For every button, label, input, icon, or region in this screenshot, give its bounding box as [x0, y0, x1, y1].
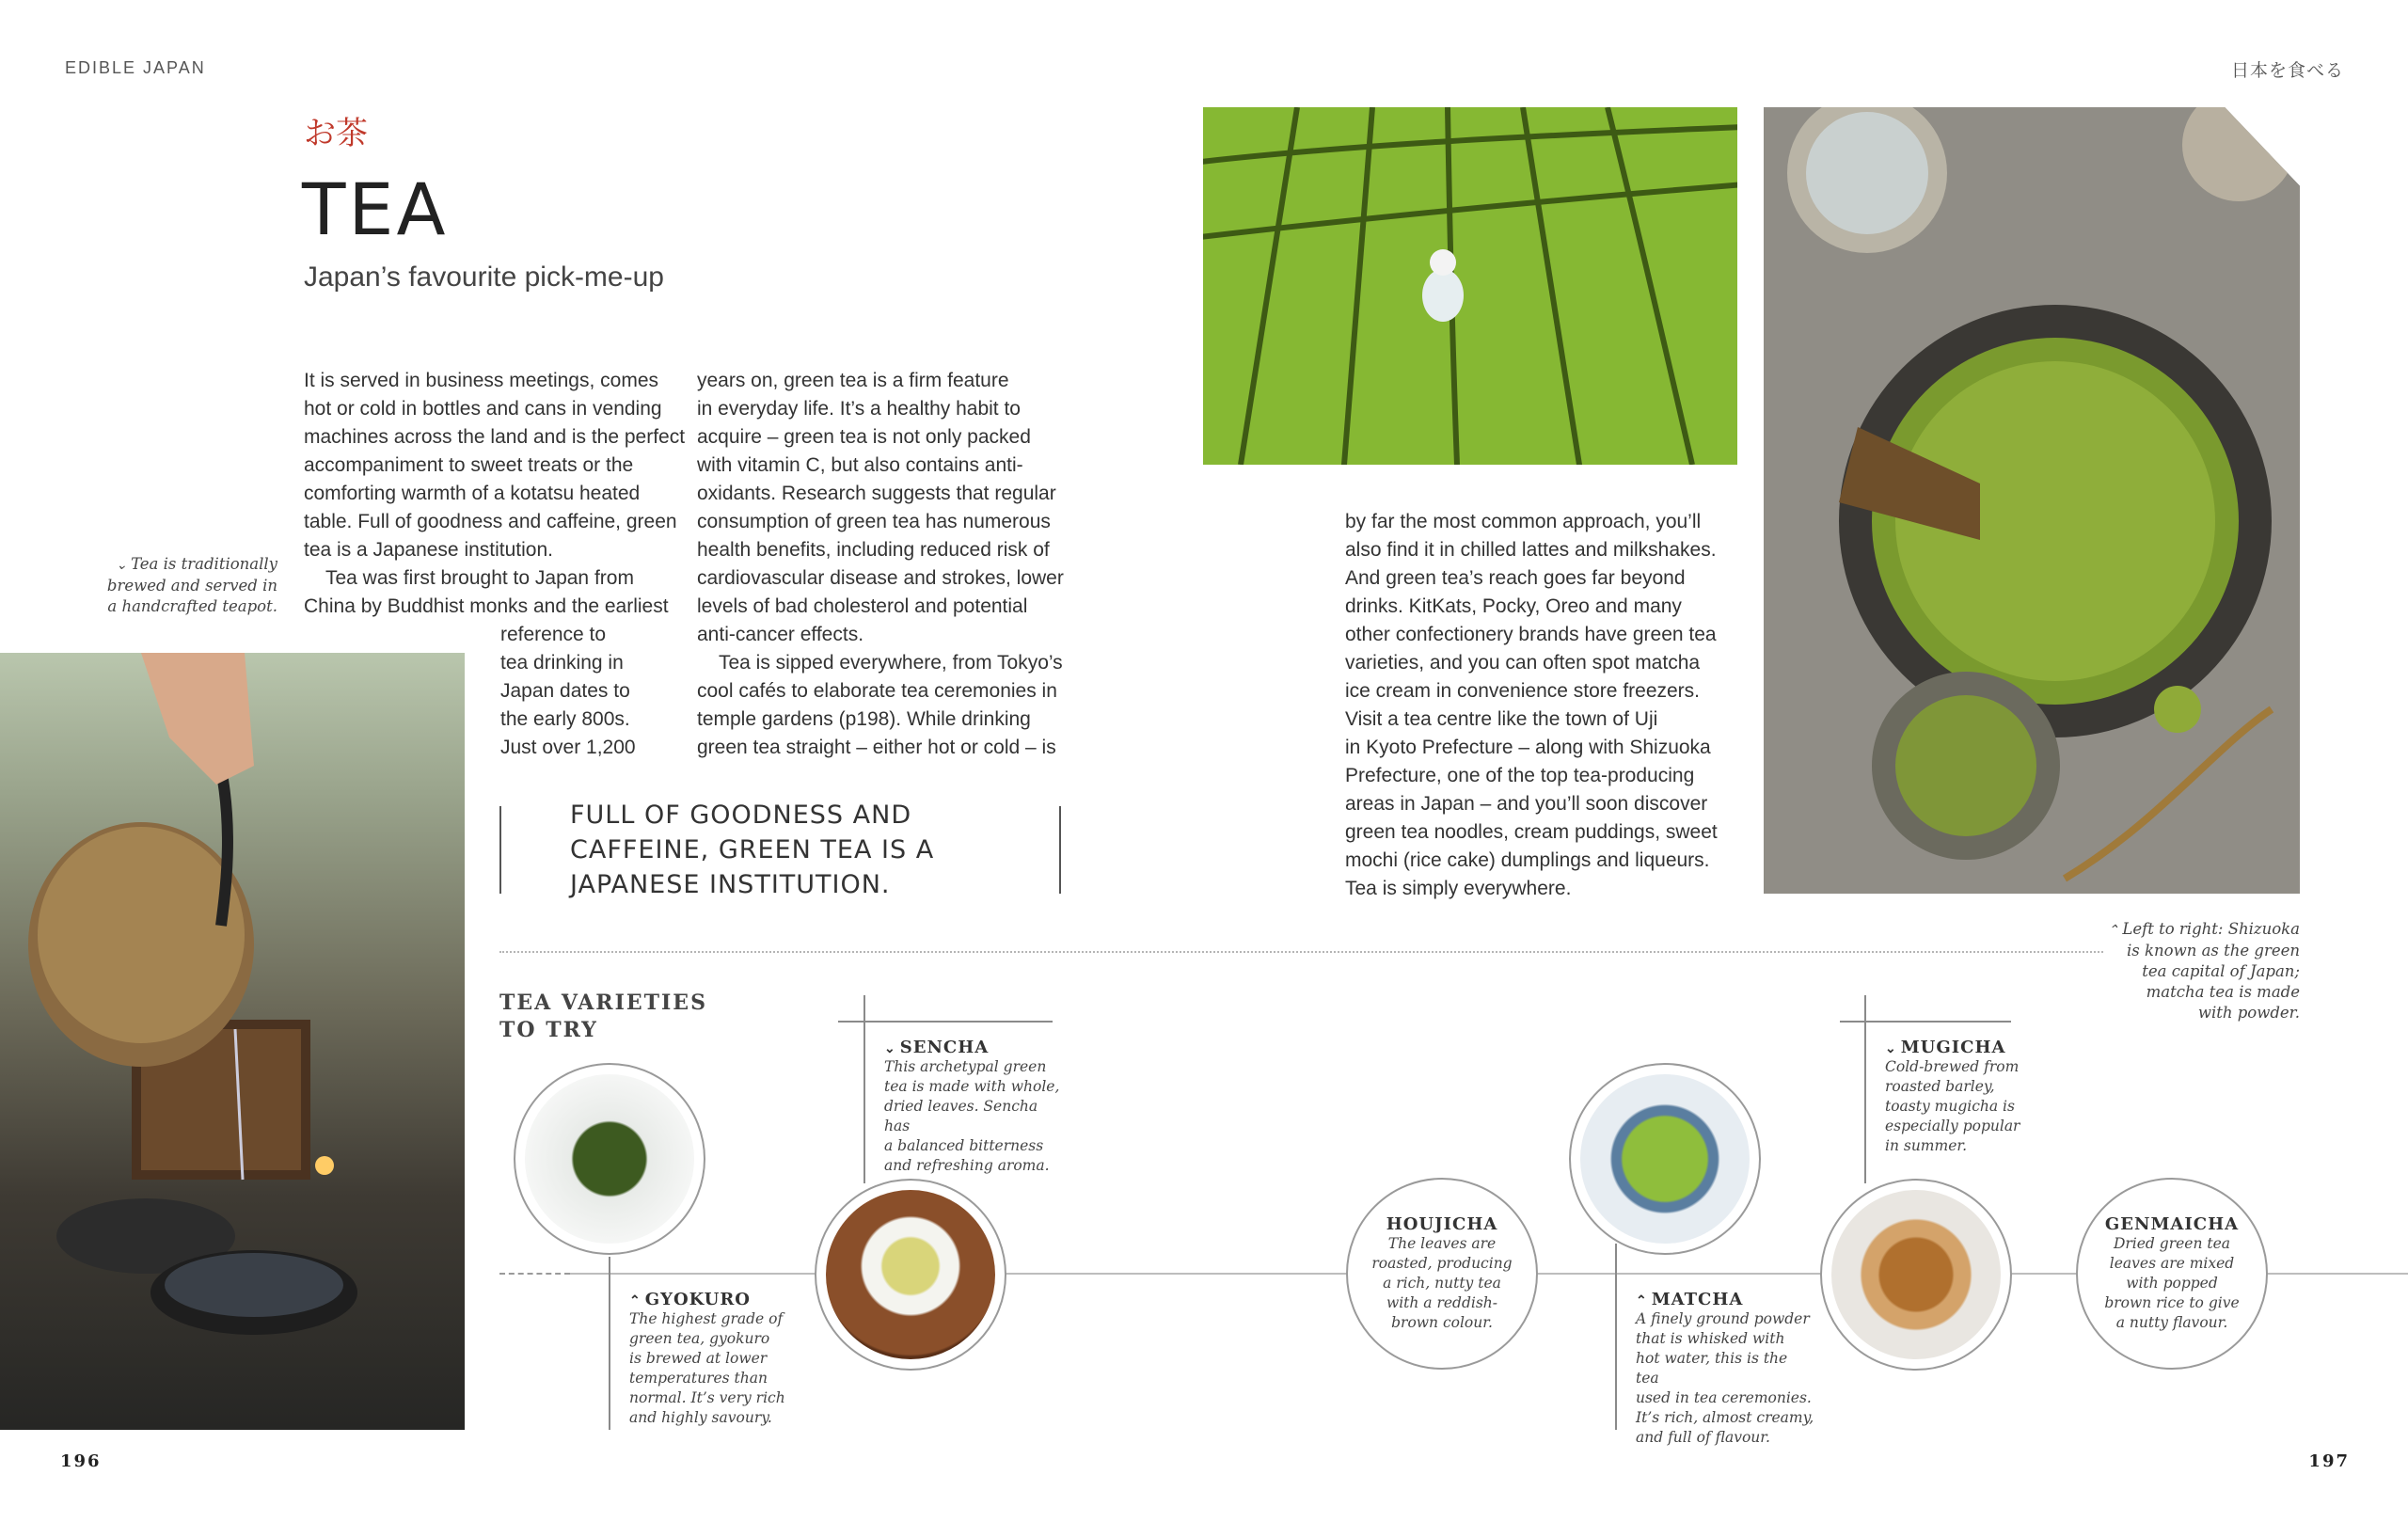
- pull-quote-rule-left: [499, 806, 501, 894]
- sencha-connector: [863, 995, 865, 1183]
- chevron-down-icon: ⌄: [116, 558, 128, 573]
- body-line: in everyday life. It’s a healthy habit to: [697, 398, 1021, 420]
- sencha-connector-top: [838, 1021, 1053, 1023]
- body-line: green tea noodles, cream puddings, sweet: [1345, 821, 1718, 843]
- matcha-photo: [1764, 107, 2300, 894]
- body-line: Prefecture, one of the top tea-producing: [1345, 765, 1695, 786]
- body-line: with vitamin C, but also contains anti-: [697, 454, 1023, 476]
- body-column-2: [697, 367, 1073, 762]
- body-line: mochi (rice cake) dumplings and liqueurs.: [1345, 849, 1710, 871]
- running-head-right: 日本を食べる: [2230, 60, 2344, 81]
- chevron-down-icon: ⌄: [884, 1041, 896, 1056]
- body-line: machines across the land and is the perfect: [304, 426, 686, 448]
- tea-varieties-heading: TEA VARIETIES TO TRY: [499, 991, 707, 1042]
- body-line: drinks. KitKats, Pocky, Oreo and many: [1345, 595, 1682, 617]
- sencha-image-circle: [815, 1179, 1006, 1371]
- mugicha-label: ⌄ MUGICHA Cold-brewed from roasted barley, toasty mugicha is especially popular in summer.: [1885, 1038, 2020, 1154]
- body-line: acquire – green tea is not only packed: [697, 426, 1031, 448]
- running-head-left: EDIBLE JAPAN: [65, 58, 206, 77]
- body-line: China by Buddhist monks and the earliest: [304, 595, 669, 617]
- matcha-connector: [1615, 1244, 1617, 1430]
- body-line: Tea is sipped everywhere, from Tokyo’s: [697, 652, 1063, 674]
- body-line: ice cream in convenience store freezers.: [1345, 680, 1701, 702]
- body-line: Tea is simply everywhere.: [1345, 878, 1572, 899]
- body-line: also find it in chilled lattes and milkshakes.: [1345, 539, 1717, 561]
- body-line: hot or cold in bottles and cans in vending: [304, 398, 662, 420]
- mugicha-connector: [1864, 995, 1866, 1183]
- matcha-label: ⌃ MATCHA A finely ground powder that is whisked with hot water, this is the tea used in tea ceremonies. It’s rich, almost creamy, and full of flavour.: [1636, 1290, 1814, 1446]
- body-line: green tea straight – either hot or cold – is: [697, 737, 1056, 758]
- gyokuro-image-circle: [514, 1063, 705, 1255]
- body-line: health benefits, including reduced risk of: [697, 539, 1050, 561]
- body-line: accompaniment to sweet treats or the: [304, 454, 634, 476]
- page-subtitle: Japan’s favourite pick-me-up: [304, 262, 664, 293]
- body-line: tea is a Japanese institution.: [304, 539, 554, 561]
- body-line: in Kyoto Prefecture – along with Shizuoka: [1345, 737, 1711, 758]
- chevron-up-icon: ⌃: [2107, 923, 2119, 938]
- houjicha-circle: HOUJICHA The leaves are roasted, producing a rich, nutty tea with a reddish- brown colour.: [1346, 1178, 1538, 1370]
- pull-quote-rule-right: [1059, 806, 1061, 894]
- body-line: tea drinking in: [500, 652, 624, 674]
- chevron-up-icon: ⌃: [1636, 1293, 1648, 1308]
- page-title: TEA: [302, 167, 449, 251]
- body-line: temple gardens (p198). While drinking: [697, 708, 1031, 730]
- sencha-label: ⌄ SENCHA This archetypal green tea is made with whole, dried leaves. Sencha has a balanced bitterness and refreshing aroma.: [884, 1038, 1060, 1174]
- body-line: anti-cancer effects.: [697, 624, 864, 645]
- body-line: Visit a tea centre like the town of Uji: [1345, 708, 1658, 730]
- body-line: And green tea’s reach goes far beyond: [1345, 567, 1686, 589]
- body-line: Japan dates to: [500, 680, 630, 702]
- body-line: Tea was first brought to Japan from: [304, 567, 634, 589]
- chevron-up-icon: ⌃: [629, 1293, 642, 1308]
- body-line: consumption of green tea has numerous: [697, 511, 1051, 532]
- body-line: oxidants. Research suggests that regular: [697, 483, 1056, 504]
- page-number-right: 197: [2308, 1451, 2350, 1471]
- body-line: areas in Japan – and you’ll soon discover: [1345, 793, 1708, 815]
- body-line: Just over 1,200: [500, 737, 636, 758]
- body-line: cool cafés to elaborate tea ceremonies in: [697, 680, 1057, 702]
- body-line: cardiovascular disease and strokes, lower: [697, 567, 1064, 589]
- mugicha-image-circle: [1820, 1179, 2012, 1371]
- body-line: by far the most common approach, you’ll: [1345, 511, 1702, 532]
- teapot-photo: [0, 653, 465, 1430]
- body-line: years on, green tea is a firm feature: [697, 370, 1009, 391]
- matcha-image-circle: [1569, 1063, 1761, 1255]
- teapot-caption: ⌄ Tea is traditionally brewed and served in a handcrafted teapot.: [106, 555, 277, 615]
- body-column-1-continued: [500, 621, 660, 762]
- body-line: It is served in business meetings, comes: [304, 370, 658, 391]
- body-column-3: [1345, 508, 1731, 903]
- body-line: comforting warmth of a kotatsu heated: [304, 483, 641, 504]
- body-line: varieties, and you can often spot matcha: [1345, 652, 1701, 674]
- japanese-title: お茶: [304, 115, 368, 152]
- gyokuro-connector: [609, 1257, 610, 1430]
- body-line: levels of bad cholesterol and potential: [697, 595, 1028, 617]
- body-column-1: [304, 367, 686, 621]
- body-line: table. Full of goodness and caffeine, green: [304, 511, 677, 532]
- genmaicha-circle: GENMAICHA Dried green tea leaves are mixed with popped brown rice to give a nutty flavour.: [2076, 1178, 2268, 1370]
- body-line: reference to: [500, 624, 607, 645]
- photo-caption-right: ⌃ Left to right: Shizuoka is known as the green tea capital of Japan; matcha tea is made with powder.: [2107, 920, 2300, 1022]
- page-number-left: 196: [60, 1451, 102, 1471]
- dotted-divider: [499, 951, 2103, 953]
- gyokuro-label: ⌃ GYOKURO The highest grade of green tea, gyokuro is brewed at lower temperatures than normal. It’s very rich and highly savoury.: [629, 1290, 785, 1426]
- body-line: other confectionery brands have green tea: [1345, 624, 1717, 645]
- pull-quote: FULL OF GOODNESS AND CAFFEINE, GREEN TEA IS A JAPANESE INSTITUTION.: [570, 801, 935, 899]
- tea-field-photo: [1203, 107, 1737, 465]
- body-line: the early 800s.: [500, 708, 630, 730]
- houjicha-name: HOUJICHA: [1386, 1214, 1498, 1234]
- timeline-dashed-start: [499, 1273, 570, 1275]
- chevron-down-icon: ⌄: [1885, 1041, 1897, 1056]
- genmaicha-name: GENMAICHA: [2104, 1214, 2240, 1234]
